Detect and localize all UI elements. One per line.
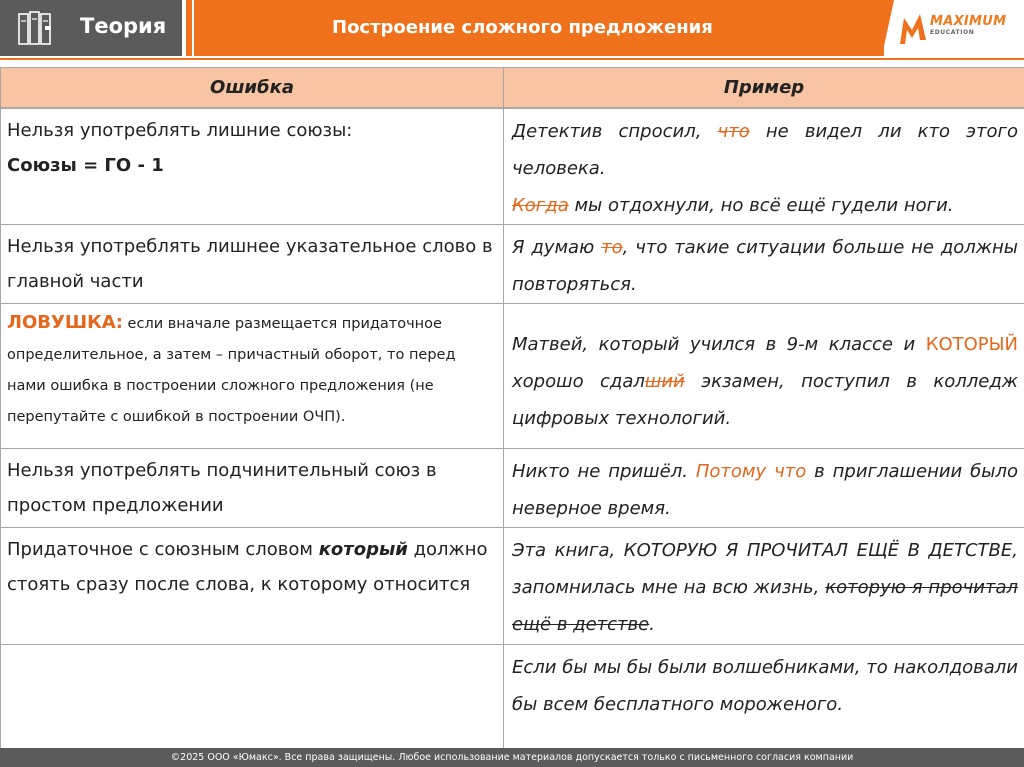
table-header-row (1, 68, 1024, 108)
table-row (1, 303, 1024, 448)
error-formula: Союзы = ГО - 1 (7, 154, 164, 176)
trap-label: ЛОВУШКА: (7, 311, 123, 333)
section-label: Теория (80, 14, 167, 38)
brand-logo (898, 10, 1024, 50)
struck-word: то (601, 236, 623, 258)
example-text (512, 308, 1018, 437)
highlight-word: КОТОРЫЙ (925, 333, 1018, 355)
table-row (1, 448, 1024, 527)
example-part: , что такие ситуации больше не должны повторяться. (512, 236, 1019, 295)
error-part: Придаточное с союзным словом (7, 538, 319, 560)
column-header-example: Пример (504, 68, 1024, 108)
header-underline (0, 58, 1024, 60)
highlight-word: Потому что (695, 460, 807, 482)
error-cell (1, 644, 504, 756)
header-divider (182, 0, 186, 56)
logo-name: MAXIMUM (930, 14, 1007, 29)
error-text: Нельзя употреблять лишние союзы: (7, 119, 353, 141)
example-part: мы отдохнули, но всё ещё гудели ноги. (568, 194, 954, 216)
struck-phrase: которую я прочитал ещё в детстве (512, 576, 1018, 635)
error-keyword: который (318, 538, 408, 560)
error-cell (1, 303, 504, 448)
example-part: . (649, 613, 655, 635)
header-bar (0, 0, 1024, 56)
example-cell: Если бы мы бы были волшебниками, то наколдовали бы всем бесплатного мороженого. (504, 644, 1024, 756)
logo-icon (898, 10, 928, 46)
struck-word: ший (644, 370, 685, 392)
example-part: не видел ли кто этого человека. (512, 120, 1019, 179)
table-row (1, 224, 1024, 303)
example-part: Матвей, который учился в 9-м классе и (512, 333, 926, 355)
struck-word: Когда (512, 194, 569, 216)
error-part: должно стоять сразу после слова, к которому относится (7, 538, 488, 595)
error-cell: Нельзя употреблять подчинительный союз в простом предложении (1, 448, 504, 527)
page-title: Построение сложного предложения (332, 17, 713, 38)
example-part: Детектив спросил, (512, 120, 718, 142)
example-cell (504, 527, 1024, 644)
example-text (512, 187, 1018, 224)
table-row (1, 527, 1024, 644)
example-part: экзамен, поступил в колледж цифровых технологий. (512, 370, 1018, 429)
example-text (512, 113, 1018, 187)
error-cell (1, 108, 504, 225)
logo-subtitle: EDUCATION (930, 29, 975, 36)
example-part: Никто не пришёл. (512, 460, 696, 482)
example-cell (504, 108, 1024, 225)
example-part: Я думаю (512, 236, 602, 258)
struck-word: что (717, 120, 750, 142)
error-cell: Нельзя употреблять лишнее указательное слово в главной части (1, 224, 504, 303)
error-cell (1, 527, 504, 644)
books-icon (18, 11, 62, 45)
footer-copyright: ©2025 ООО «Юмакс». Все права защищены. Любое использование материалов допускается только с письменного согласия компании (0, 748, 1024, 767)
example-part: в приглашении было неверное время. (512, 460, 1019, 519)
header-divider (192, 0, 194, 56)
example-cell (504, 448, 1024, 527)
table-row (1, 108, 1024, 225)
example-cell (504, 224, 1024, 303)
column-header-error: Ошибка (1, 68, 504, 108)
example-cell (504, 303, 1024, 448)
rules-table (0, 67, 1024, 757)
trap-text: если вначале размещается придаточное определительное, а затем – причастный оборот, то перед нами ошибка в построении сложного предложения (не перепутайте с ошибкой в построении ОЧП). (7, 315, 456, 425)
example-part: Эта книга, КОТОРУЮ Я ПРОЧИТАЛ ЕЩЁ В ДЕТСТВЕ, запомнилась мне на всю жизнь, (512, 539, 1018, 598)
example-part: хорошо сдал (512, 370, 645, 392)
table-row (1, 644, 1024, 756)
